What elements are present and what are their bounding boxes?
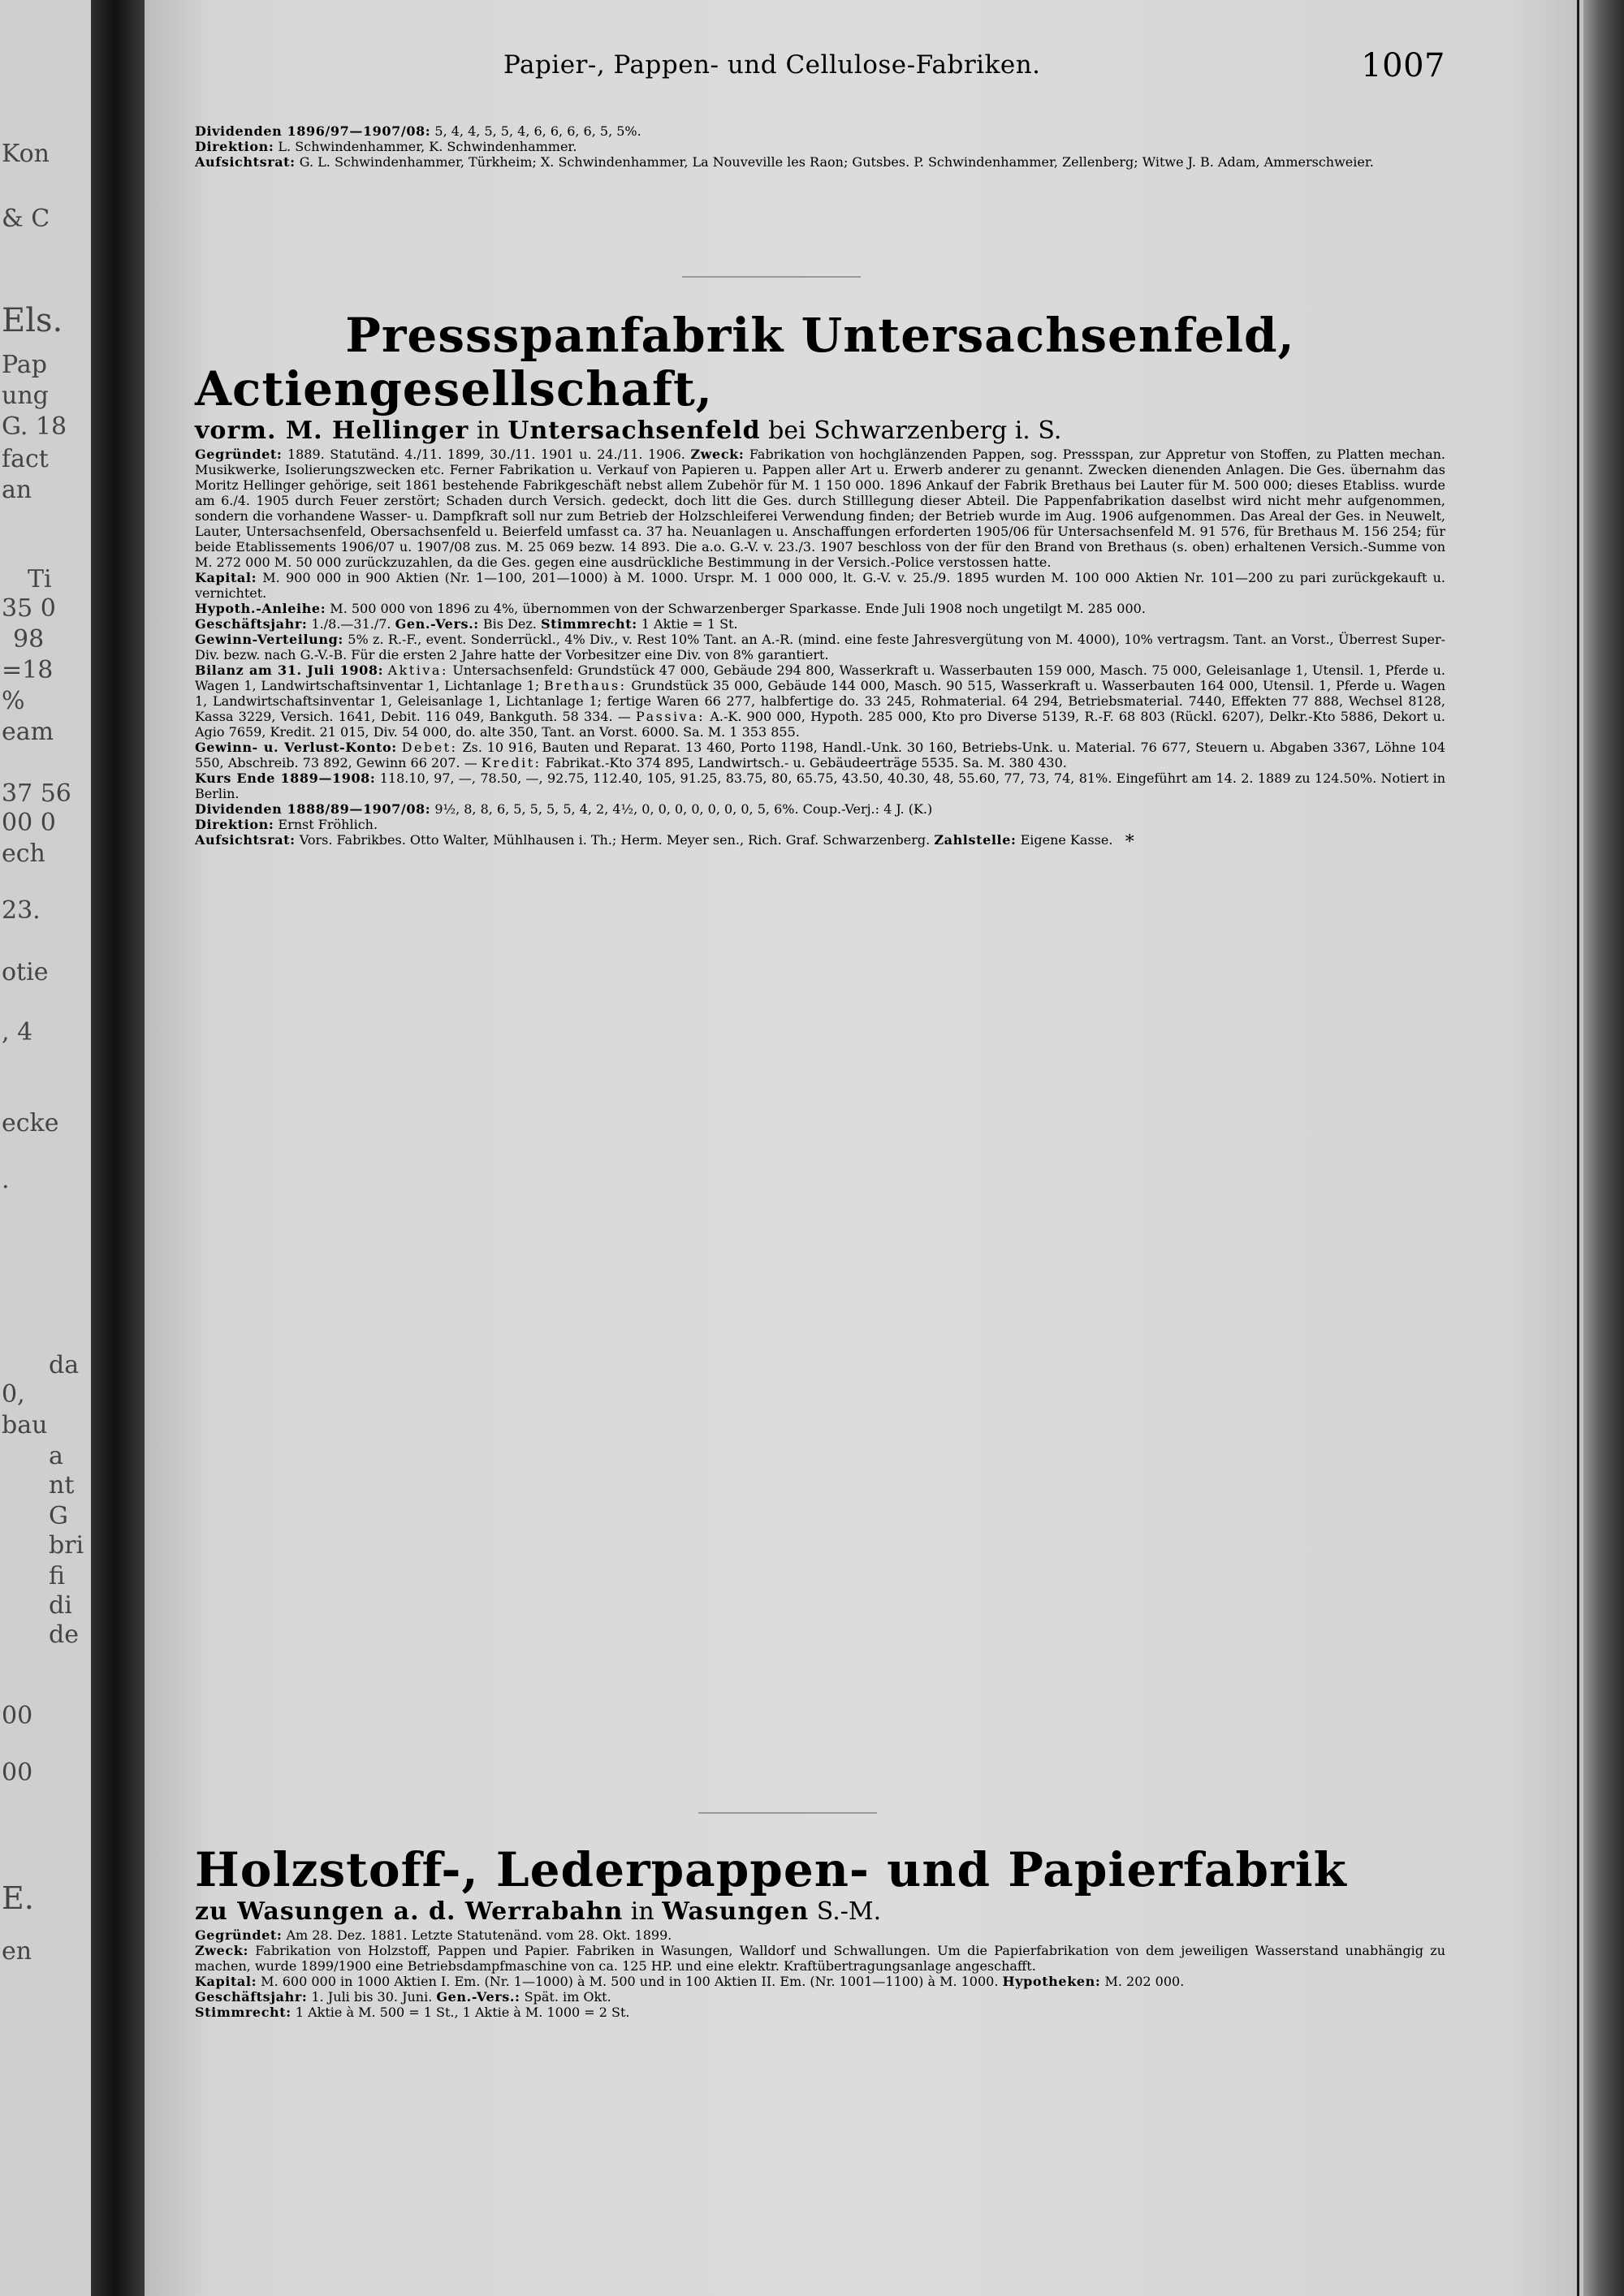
hypoth-label: Hypoth.-Anleihe: — [195, 601, 326, 616]
margin-fragment: 0, — [2, 1380, 25, 1409]
margin-fragment: & C — [2, 205, 50, 233]
geschaeftsjahr-label: Geschäftsjahr: — [195, 616, 308, 632]
geschaeftsjahr-line — [195, 616, 1445, 632]
kapital-label: Kapital: — [195, 570, 257, 585]
direktion-text: Ernst Fröhlich. — [274, 817, 378, 832]
margin-fragment: 98 — [13, 625, 45, 654]
gewinn-verteilung-text: 5% z. R.-F., event. Sonderrückl., 4% Div., v. Rest 10% Tant. an A.-R. (mind. eine feste Jahresvergütung von M. 4000), 10% vertragsm. Tant. an Vorst., Überrest Super-Div. bezw. nach G.-V.-B. Für die ersten 2 Jahre hatte der Vorbesitzer eine Div. von 8% garantiert. — [195, 632, 1445, 662]
debet-label: Debet: — [401, 740, 458, 755]
geschaeftsjahr-text: 1./8.—31./7. — [307, 616, 395, 632]
company-title: Pressspanfabrik Untersachsenfeld, Actiengesellschaft, — [195, 308, 1295, 416]
margin-fragment: 00 — [2, 1702, 33, 1730]
margin-fragment: =18 — [2, 656, 54, 684]
margin-fragment: de — [49, 1621, 79, 1649]
margin-fragment: fi — [49, 1562, 66, 1590]
stimmrecht-label: Stimmrecht: — [540, 616, 637, 632]
direktion-text: L. Schwindenhammer, K. Schwindenhammer. — [274, 139, 577, 154]
separator-rule — [682, 276, 861, 278]
geschaeftsjahr-line — [195, 1989, 1445, 2005]
subtitle-mid: in — [623, 1897, 663, 1926]
bilanz-text-3: A.-K. 900 000, Hypoth. 285 000, Kto pro Diverse 5139, R.-F. 68 803 (Rückl. 6207), Delkr.-Kto 5886, Dekort u. Agio 7659, Kredit. 21 015, Div. 54 000, do. alte 350, Tant. an Vorst. 6000. Sa. M. 1 353 855. — [195, 709, 1446, 740]
margin-fragment: bri — [49, 1531, 84, 1560]
company-subtitle — [195, 1897, 1445, 1927]
margin-fragment: an — [2, 476, 32, 504]
subtitle-bold-2: Untersachsenfeld — [508, 416, 761, 445]
kredit-label: Kredit: — [481, 755, 542, 770]
dividenden-line — [195, 123, 1445, 139]
aufsichtsrat-paragraph — [195, 832, 1445, 852]
kurs-text: 118.10, 97, —, 78.50, —, 92.75, 112.40, 105, 91.25, 83.75, 80, 65.75, 43.50, 40.30, 48, 55.60, 77, 73, 74, 81%. Eingeführt am 14. 2. 1889 zu 124.50%. Notiert in Berlin. — [195, 770, 1446, 801]
kurs-paragraph — [195, 770, 1445, 801]
subtitle-bold-2: Wasungen — [662, 1897, 810, 1926]
stimmrecht-text: 1 Aktie = 1 St. — [637, 616, 738, 632]
margin-fragment: % — [2, 687, 25, 715]
kapital-paragraph — [195, 570, 1445, 601]
brethaus-label: Brethaus: — [544, 678, 627, 693]
gegruendet-zweck-paragraph — [195, 447, 1445, 570]
kapital-text: M. 900 000 in 900 Aktien (Nr. 1—100, 201—1000) à M. 1000. Urspr. M. 1 000 000, lt. G.-V. v. 25./9. 1895 wurden M. 100 000 Aktien Nr. 101—200 zu pari zurückgekauft u. vernichtet. — [195, 570, 1445, 601]
stimmrecht-line — [195, 2005, 1445, 2020]
hypoth-paragraph — [195, 601, 1445, 616]
right-page-edge — [1583, 0, 1624, 2296]
company-entry-holzstoff-wasungen — [195, 1843, 1445, 2020]
margin-fragment: otie — [2, 958, 49, 986]
direktion-label: Direktion: — [195, 139, 274, 154]
dividenden-text: 5, 4, 4, 5, 5, 4, 6, 6, 6, 6, 5, 5%. — [430, 123, 641, 139]
margin-fragment: 23. — [2, 896, 41, 925]
aufsichtsrat-label: Aufsichtsrat: — [195, 154, 296, 170]
geschaeftsjahr-label: Geschäftsjahr: — [195, 1989, 308, 2005]
margin-fragment: eam — [2, 718, 54, 746]
running-title: Papier-, Pappen- und Cellulose-Fabriken. — [503, 50, 1041, 80]
margin-fragment: a — [49, 1442, 63, 1470]
left-page-margin — [0, 0, 91, 2296]
margin-fragment: . — [2, 1166, 10, 1194]
company-title: Holzstoff-, Lederpappen- und Papierfabrik — [195, 1842, 1347, 1897]
margin-fragment: 00 — [2, 1759, 33, 1787]
dividenden-text: 9½, 8, 8, 6, 5, 5, 5, 5, 4, 2, 4½, 0, 0, 0, 0, 0, 0, 0, 5, 6%. Coup.-Verj.: 4 J. (K.) — [430, 801, 933, 817]
hypoth-text: M. 500 000 von 1896 zu 4%, übernommen von der Schwarzenberger Sparkasse. Ende Juli 1908 noch ungetilgt M. 285 000. — [326, 601, 1146, 616]
gen-vers-label: Gen.-Vers.: — [436, 1989, 520, 2005]
zweck-paragraph — [195, 1943, 1445, 1974]
stimmrecht-text: 1 Aktie à M. 500 = 1 St., 1 Aktie à M. 1000 = 2 St. — [291, 2005, 630, 2020]
gen-vers-label: Gen.-Vers.: — [395, 616, 479, 632]
margin-fragment: , 4 — [2, 1018, 33, 1047]
direktion-label: Direktion: — [195, 817, 274, 832]
subtitle-bold-1: vorm. M. Hellinger — [195, 416, 469, 445]
margin-fragment: 35 0 — [2, 594, 56, 623]
margin-fragment: da — [49, 1351, 80, 1379]
zweck-label: Zweck: — [690, 447, 745, 462]
direktion-line — [195, 139, 1445, 154]
direktion-line — [195, 817, 1445, 832]
gegruendet-line — [195, 1927, 1445, 1943]
gegruendet-text: Am 28. Dez. 1881. Letzte Statutenänd. vom 28. Okt. 1899. — [282, 1927, 672, 1943]
bilanz-text-2: Grundstück 35 000, Gebäude 144 000, Masch. 90 515, Wasserkraft u. Wasserbauten 164 000, Utensil. 1, Pferde u. Wagen 1, Landwirtschaftsinventar 1, Geleisanlage 1, Lichtanlage 1; fertige Waren 66 277, halbfertige do. 33 245, Rohmaterial. 64 294, Betriebsmaterial. 7440, Effekten 77 888, Wechsel 8128, Kassa 3229, Versich. 1641, Debit. 116 049, Bankguth. 58 334. — — [195, 678, 1446, 724]
margin-fragment: fact — [2, 445, 49, 473]
stimmrecht-label: Stimmrecht: — [195, 2005, 292, 2020]
zweck-label: Zweck: — [195, 1943, 248, 1958]
subtitle-tail: S.-M. — [809, 1897, 882, 1926]
subtitle-tail: bei Schwarzenberg i. S. — [760, 416, 1062, 445]
margin-fragment: 00 0 — [2, 809, 56, 837]
company-entry-pressspanfabrik — [195, 309, 1445, 852]
geschaeftsjahr-text: 1. Juli bis 30. Juni. — [307, 1989, 437, 2005]
zahlstelle-text: Eigene Kasse. — [1016, 832, 1113, 848]
margin-fragment: ech — [2, 839, 45, 868]
margin-fragment: Els. — [2, 302, 63, 339]
kapital-label: Kapital: — [195, 1974, 257, 1989]
margin-fragment: ung — [2, 382, 49, 410]
guv-label: Gewinn- u. Verlust-Konto: — [195, 740, 397, 755]
zweck-text: Fabrikation von Holzstoff, Pappen und Papier. Fabriken in Wasungen, Walldorf und Schwallungen. Um die Papierfabrikation von dem jeweiligen Wasserstand unabhängig zu machen, wurde 1899/1900 eine Betriebsdampfmaschine von ca. 125 HP. und eine elektr. Kraftübertragungsanlage angeschafft. — [195, 1943, 1445, 1974]
gegruendet-label: Gegründet: — [195, 1927, 283, 1943]
company-subtitle — [195, 416, 1445, 447]
margin-fragment: Ti — [28, 565, 52, 593]
margin-fragment: Kon — [2, 140, 50, 168]
gen-vers-text: Spät. im Okt. — [520, 1989, 611, 2005]
hypotheken-label: Hypotheken: — [1002, 1974, 1101, 1989]
margin-fragment: ecke — [2, 1109, 59, 1137]
subtitle-bold-1: zu Wasungen a. d. Werrabahn — [195, 1897, 624, 1926]
margin-fragment: bau — [2, 1411, 48, 1439]
kapital-text: M. 600 000 in 1000 Aktien I. Em. (Nr. 1—1000) à M. 500 und in 100 Aktien II. Em. (Nr. 1001—1100) à M. 1000. — [257, 1974, 1003, 1989]
kurs-label: Kurs Ende 1889—1908: — [195, 770, 376, 786]
gegruendet-label: Gegründet: — [195, 447, 283, 462]
page-number: 1007 — [1361, 47, 1445, 84]
aufsichtsrat-text: G. L. Schwindenhammer, Türkheim; X. Schwindenhammer, La Nouveville les Raon; Gutsbes. P. Schwindenhammer, Zellenberg; Witwe J. B. Adam, Ammerschweier. — [295, 154, 1374, 170]
guv-text-1: Zs. 10 916, Bauten und Reparat. 13 460, Porto 1198, Handl.-Unk. 30 160, Betriebs-Unk. u. Material. 76 677, Steuern u. Abgaben 3367, Löhne 104 550, Abschreib. 73 892, Gewinn 66 207. — — [195, 740, 1446, 770]
dividenden-paragraph — [195, 801, 1445, 817]
margin-fragment: E. — [2, 1880, 34, 1916]
aufsichtsrat-line — [195, 154, 1445, 170]
aktiva-label: Aktiva: — [387, 662, 448, 678]
guv-text-2: Fabrikat.-Kto 374 895, Landwirtsch.- u. Gebäudeerträge 5535. Sa. M. 380 430. — [541, 755, 1067, 770]
margin-fragment: nt — [49, 1471, 75, 1500]
margin-fragment: G. 18 — [2, 412, 67, 441]
kapital-paragraph — [195, 1974, 1445, 1989]
gen-vers-text: Bis Dez. — [478, 616, 541, 632]
margin-fragment: di — [49, 1591, 72, 1620]
page-edge-line — [1577, 0, 1579, 2296]
dividenden-label: Dividenden 1896/97—1907/08: — [195, 123, 431, 139]
previous-entry-tail — [195, 123, 1445, 170]
zweck-text: Fabrikation von hochglänzenden Pappen, sog. Pressspan, zur Appretur von Stoffen, zu Platten mechan. Musikwerke, Isolierungszwecken etc. Ferner Fabrikation u. Verkauf von Papieren u. Pappen aller Art u. Erwerb anderer zu genannt. Zwecken dienenden Anlagen. Die Ges. übernahm das Moritz Hellinger gehörige, seit 1861 bestehende Fabrikgeschäft nebst allem Zubehör für M. 1 150 000. 1896 Ankauf der Fabrik Brethaus bei Lauter für M. 500 000; dieses Etabliss. wurde am 6./4. 1905 durch Feuer zerstört; Schaden durch Versich. gedeckt, doch litt die Ges. durch Stilllegung dieser Abteil. Die Pappenfabrikation daselbst wird nicht mehr aufgenommen, sondern die vorhandene Wasser- u. Dampfkraft soll nur zum Betrieb der Holzschleiferei Verwendung finden; der Betrieb wurde im Aug. 1906 aufgenommen. Das Areal der Ges. in Neuwelt, Lauter, Untersachsenfeld, Obersachsenfeld u. Beierfeld umfasst ca. 37 ha. Neuanlagen u. Anschaffungen erforderten 1905/06 für Untersachsenfeld M. 91 576, für Brethaus M. 156 254; für beide Etablissements 1906/07 u. 1907/08 zus. M. 25 069 bezw. 14 893. Die a.o. G.-V. v. 23./3. 1907 beschloss von der für den Brand von Brethaus (s. oben) erhaltenen Versich.-Summe von M. 272 000 M. 50 000 zurückzuzahlen, da die Ges. gegen eine ausdrückliche Bestimmung in der Versich.-Police verstossen hatte. — [195, 447, 1446, 570]
footnote-star: * — [1125, 832, 1134, 852]
aufsichtsrat-text: Vors. Fabrikbes. Otto Walter, Mühlhausen i. Th.; Herm. Meyer sen., Rich. Graf. Schwarzenberg. — [295, 832, 935, 848]
aufsichtsrat-label: Aufsichtsrat: — [195, 832, 296, 848]
margin-fragment: G — [49, 1502, 68, 1530]
gewinn-verteilung-paragraph — [195, 632, 1445, 662]
bilanz-text-1: Untersachsenfeld: Grundstück 47 000, Gebäude 294 800, Wasserkraft u. Wasserbauten 159 000, Masch. 75 000, Geleisanlage 1, Utensil. 1, Pferde u. Wagen 1, Landwirtschaftsinventar 1, Lichtanlage 1; — [195, 662, 1445, 693]
bilanz-paragraph — [195, 662, 1445, 740]
bilanz-label: Bilanz am 31. Juli 1908: — [195, 662, 384, 678]
margin-fragment: Pap — [2, 351, 47, 379]
gegruendet-text: 1889. Statutänd. 4./11. 1899, 30./11. 1901 u. 24./11. 1906. — [282, 447, 691, 462]
gewinn-verteilung-label: Gewinn-Verteilung: — [195, 632, 343, 647]
margin-fragment: 37 56 — [2, 779, 71, 808]
dividenden-label: Dividenden 1888/89—1907/08: — [195, 801, 431, 817]
subtitle-mid: in — [469, 416, 508, 445]
book-gutter — [91, 0, 145, 2296]
zahlstelle-label: Zahlstelle: — [934, 832, 1017, 848]
hypotheken-text: M. 202 000. — [1100, 1974, 1185, 1989]
gewinn-verlust-paragraph — [195, 740, 1445, 770]
separator-rule — [698, 1812, 877, 1814]
passiva-label: Passiva: — [636, 709, 706, 724]
margin-fragment: en — [2, 1937, 32, 1966]
